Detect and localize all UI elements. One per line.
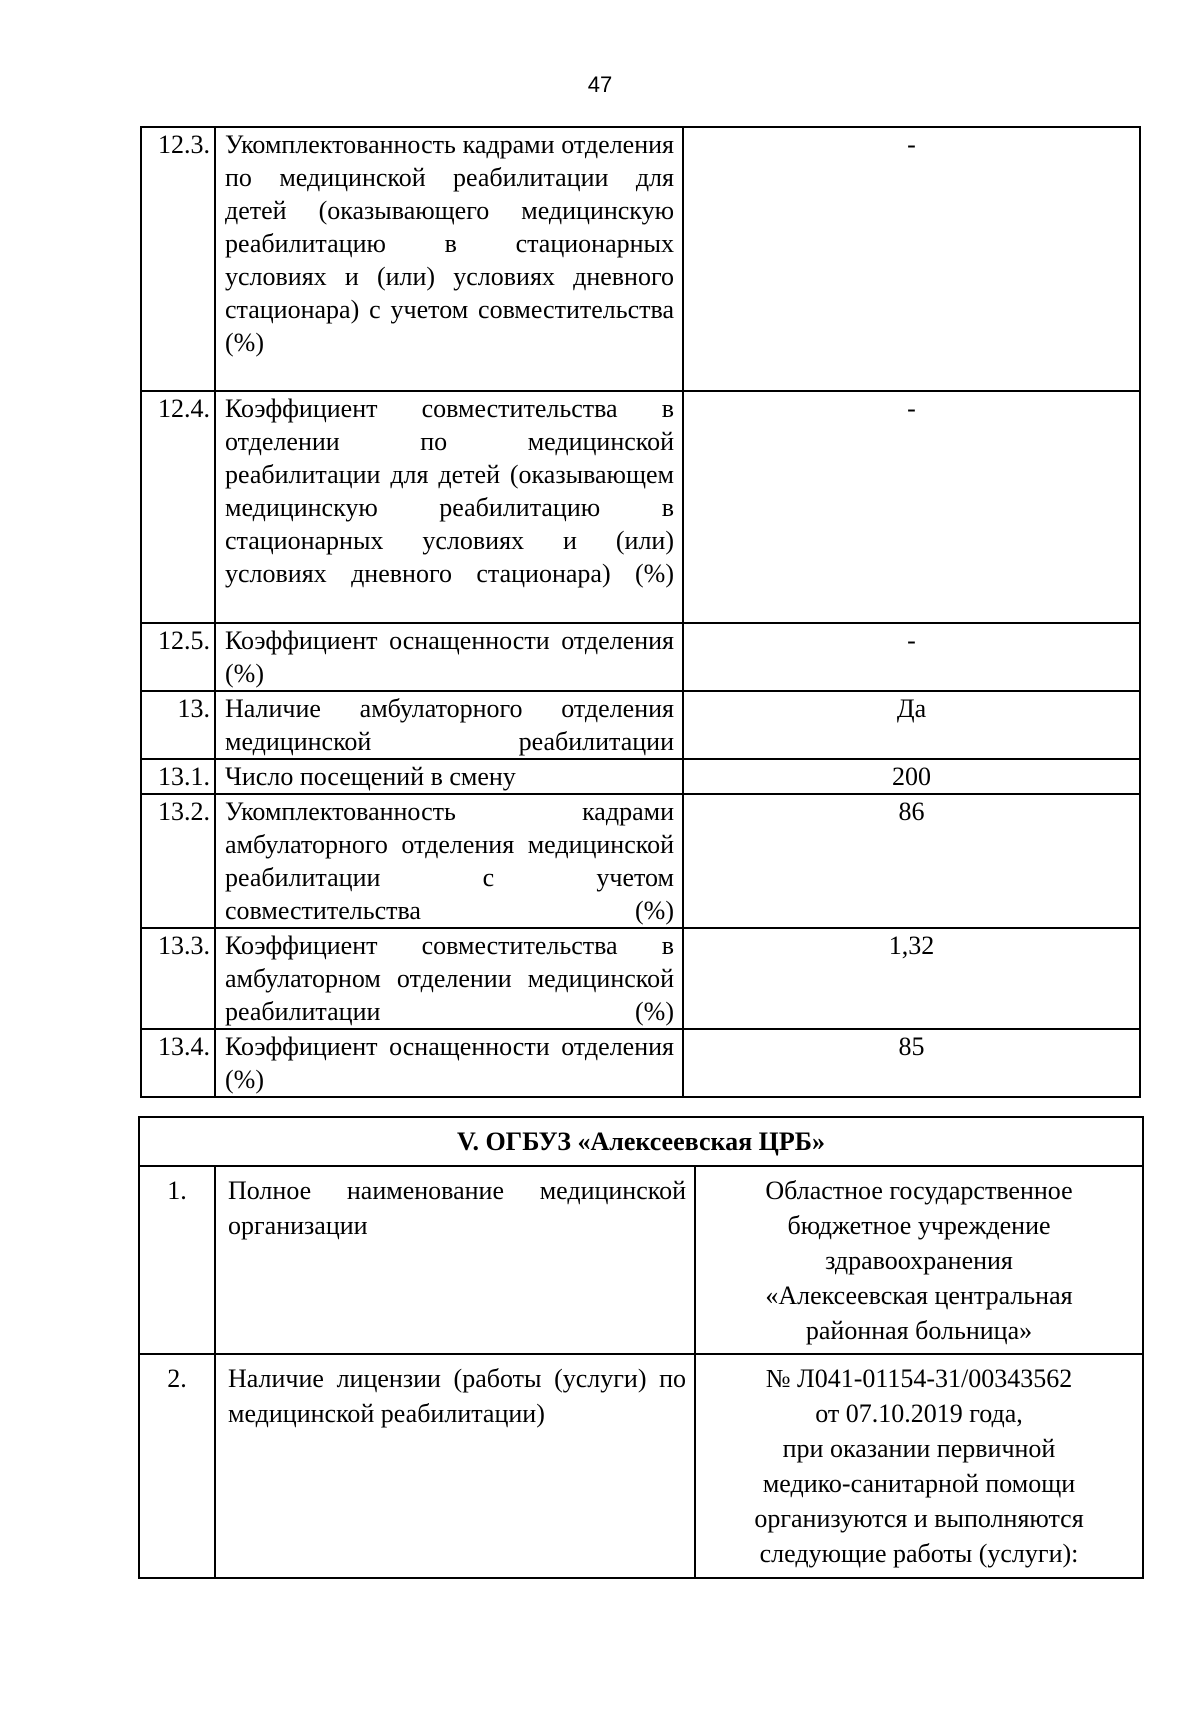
row-value [695, 1354, 1143, 1578]
row-label: Коэффициент оснащенности отделения (%) [215, 1029, 683, 1097]
row-number: 12.4. [141, 391, 215, 623]
indicators-table [140, 126, 1141, 1098]
table-row [141, 623, 1140, 691]
row-value: 85 [683, 1029, 1140, 1097]
value-line: здравоохранения [825, 1246, 1013, 1275]
table-row [141, 391, 1140, 623]
value-line: организуются и выполняются [754, 1504, 1084, 1533]
row-number: 13.1. [141, 759, 215, 794]
organization-table [138, 1116, 1144, 1579]
table-row [141, 794, 1140, 928]
row-number: 12.3. [141, 127, 215, 391]
table-row [139, 1166, 1143, 1354]
table-row [141, 928, 1140, 1029]
row-label: Полное наименование медицинской организации [215, 1166, 695, 1354]
row-value: - [683, 623, 1140, 691]
row-label: Число посещений в смену [215, 759, 683, 794]
value-line: медико-санитарной помощи [762, 1469, 1076, 1498]
table-row [141, 759, 1140, 794]
row-number: 2. [139, 1354, 215, 1578]
table-row [139, 1354, 1143, 1578]
row-number: 13.2. [141, 794, 215, 928]
row-number: 12.5. [141, 623, 215, 691]
row-label: Коэффициент совместительства в отделении по медицинской реабилитации для детей (оказывающем медицинскую реабилитацию в стационарных условиях и (или) условиях дневного стационара) (%) [215, 391, 683, 623]
row-value: 1,32 [683, 928, 1140, 1029]
row-value: 86 [683, 794, 1140, 928]
row-value: Да [683, 691, 1140, 759]
page-number: 47 [587, 72, 613, 97]
row-number: 13. [141, 691, 215, 759]
row-label: Наличие амбулаторного отделения медицинской реабилитации [215, 691, 683, 759]
table-row [141, 691, 1140, 759]
value-line: № Л041-01154-31/00343562 [765, 1364, 1073, 1393]
row-number: 13.4. [141, 1029, 215, 1097]
row-value [695, 1166, 1143, 1354]
row-value: 200 [683, 759, 1140, 794]
value-line: районная больница» [805, 1316, 1033, 1345]
section-title: V. ОГБУЗ «Алексеевская ЦРБ» [139, 1117, 1143, 1166]
value-line: бюджетное учреждение [787, 1211, 1051, 1240]
table-row [141, 1029, 1140, 1097]
value-line: Областное государственное [765, 1176, 1073, 1205]
value-line: следующие работы (услуги): [759, 1539, 1079, 1568]
row-label: Коэффициент оснащенности отделения (%) [215, 623, 683, 691]
row-label: Укомплектованность кадрами амбулаторного отделения медицинской реабилитации с учетом совместительства (%) [215, 794, 683, 928]
row-value: - [683, 127, 1140, 391]
row-label: Коэффициент совместительства в амбулаторном отделении медицинской реабилитации (%) [215, 928, 683, 1029]
section-title-row [139, 1117, 1143, 1166]
value-line: «Алексеевская центральная [765, 1281, 1073, 1310]
value-line: от 07.10.2019 года, [815, 1399, 1023, 1428]
row-label: Укомплектованность кадрами отделения по медицинской реабилитации для детей (оказывающего медицинскую реабилитацию в стационарных условиях и (или) условиях дневного стационара) с учетом совместительства (%) [215, 127, 683, 391]
value-line: при оказании первичной [782, 1434, 1056, 1463]
row-value: - [683, 391, 1140, 623]
table-row [141, 127, 1140, 391]
row-label: Наличие лицензии (работы (услуги) по медицинской реабилитации) [215, 1354, 695, 1578]
row-number: 13.3. [141, 928, 215, 1029]
row-number: 1. [139, 1166, 215, 1354]
